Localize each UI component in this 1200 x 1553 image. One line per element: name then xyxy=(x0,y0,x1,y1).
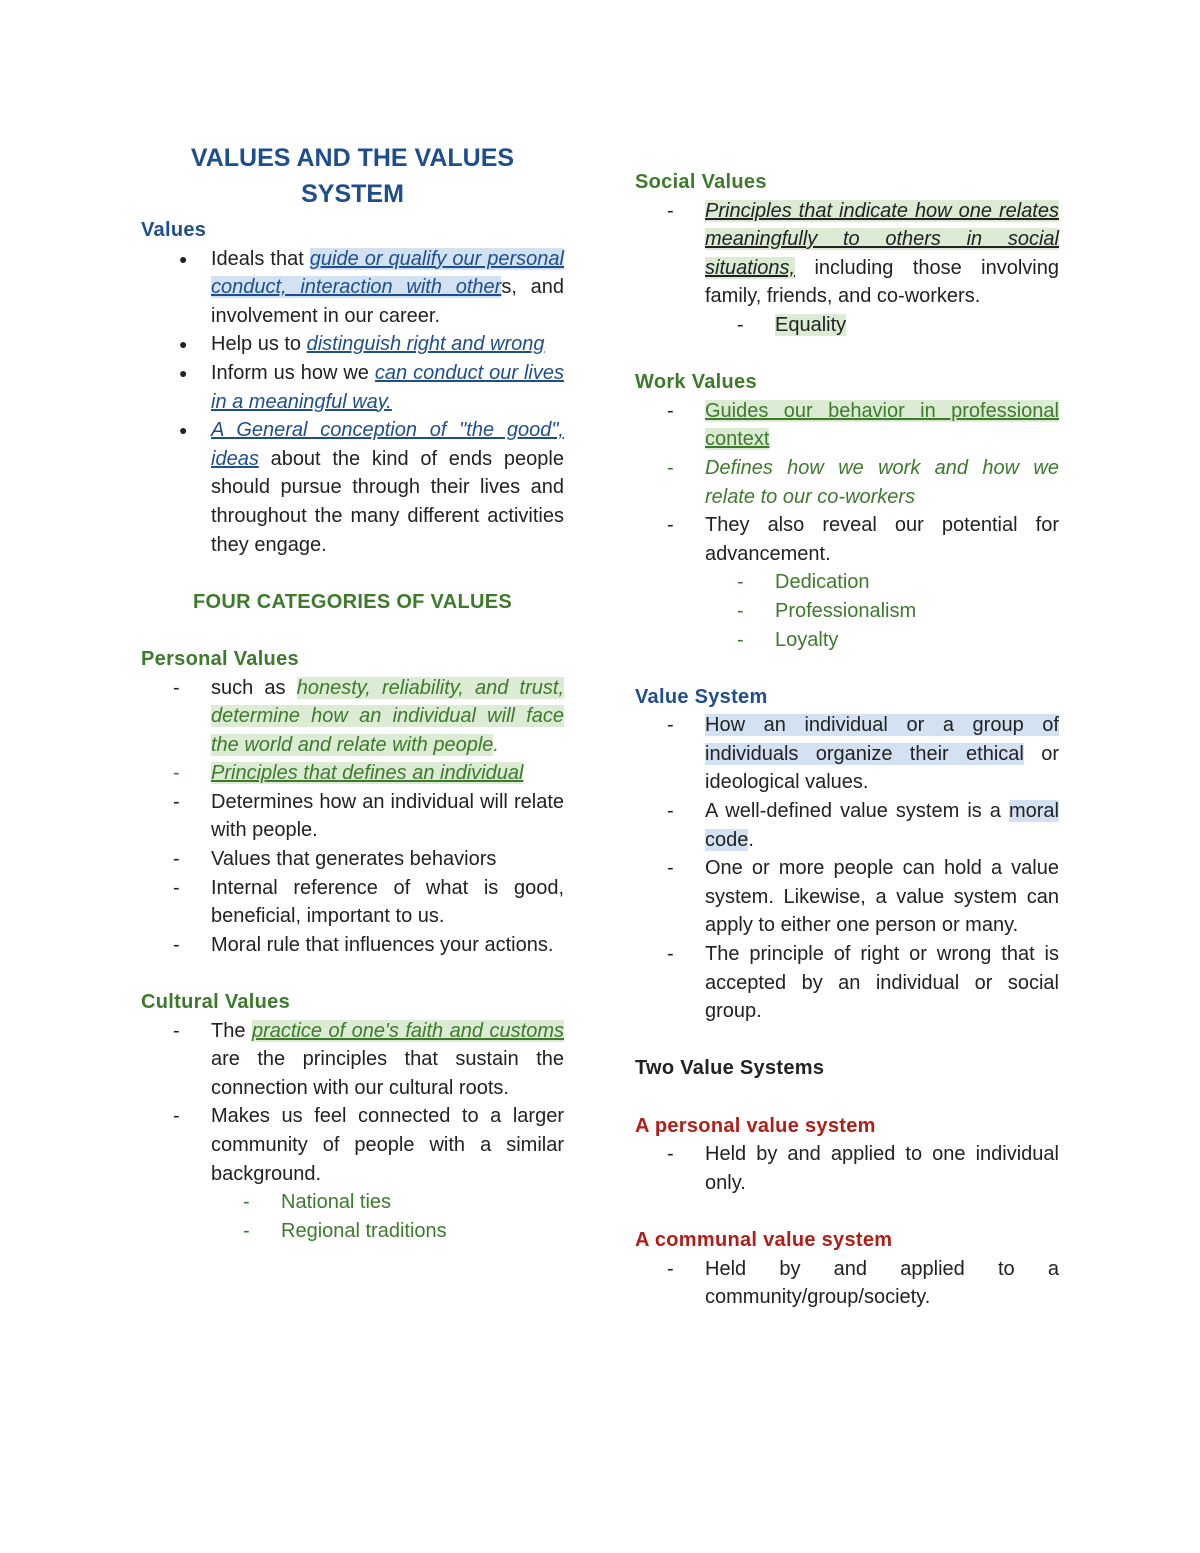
work-values-list xyxy=(635,397,1059,654)
dash-icon: - xyxy=(173,1019,180,1042)
highlight: Principles that defines an individual xyxy=(211,762,524,785)
list-item: - Principles that indicate how one relates meaningfully to others in social situations, including those involving family, friends, and co-workers. xyxy=(635,197,1059,311)
list-item: - Defines how we work and how we relate to our co-workers xyxy=(635,454,1059,511)
list-item: - Moral rule that influences your actions. xyxy=(141,931,564,960)
dash-icon: - xyxy=(737,313,744,336)
list-item: - Held by and applied to one individual only. xyxy=(635,1140,1059,1197)
list-item: - such as honesty, reliability, and trust, determine how an individual will face the world and relate with people. xyxy=(141,674,564,760)
dash-icon: - xyxy=(737,628,744,651)
bullet-icon: ● xyxy=(179,250,188,267)
dash-icon: - xyxy=(737,599,744,622)
value-system-list xyxy=(635,711,1059,1026)
list-item: - The practice of one's faith and customs are the principles that sustain the connection with our cultural roots. xyxy=(141,1017,564,1103)
dash-icon: - xyxy=(667,857,674,880)
list-item: - Internal reference of what is good, beneficial, important to us. xyxy=(141,874,564,931)
dash-icon: - xyxy=(173,676,180,699)
right-column xyxy=(635,168,1059,1312)
values-heading: Values xyxy=(141,219,207,241)
list-item: - National ties xyxy=(141,1188,564,1217)
list-item: - One or more people can hold a value system. Likewise, a value system can apply to either one person or many. xyxy=(635,854,1059,940)
dash-icon: - xyxy=(667,800,674,823)
dash-icon: - xyxy=(667,1257,674,1280)
highlight: Equality xyxy=(775,313,847,336)
list-item: ● A General conception of "the good", ideas about the kind of ends people should pursue through their lives and throughout the many different activities they engage. xyxy=(141,416,564,559)
list-item: - A well-defined value system is a moral code. xyxy=(635,797,1059,854)
dash-icon: - xyxy=(667,456,674,479)
list-item: - Professionalism xyxy=(635,597,1059,626)
dash-icon: - xyxy=(667,514,674,537)
dash-icon: - xyxy=(737,571,744,594)
highlight: moral code xyxy=(705,800,1059,851)
communal-value-system-list xyxy=(635,1255,1059,1312)
list-item xyxy=(635,311,1059,340)
list-item: - Dedication xyxy=(635,568,1059,597)
personal-values-heading: Personal Values xyxy=(141,647,299,670)
left-column xyxy=(141,140,564,1245)
work-values-heading: Work Values xyxy=(635,371,757,394)
cultural-values-list xyxy=(141,1017,564,1246)
highlight: practice of one's faith and customs xyxy=(251,1019,564,1042)
value-system-heading: Value System xyxy=(635,685,768,708)
list-item: ● Inform us how we can conduct our lives in a meaningful way. xyxy=(141,359,564,416)
dash-icon: - xyxy=(173,1105,180,1128)
dash-icon: - xyxy=(173,933,180,956)
dash-icon: - xyxy=(173,876,180,899)
bullet-icon: ● xyxy=(179,364,188,381)
dash-icon: - xyxy=(243,1219,250,1242)
social-values-heading: Social Values xyxy=(635,171,767,193)
highlight: Principles that indicate how one relates meaningfully to others in social situations, xyxy=(705,199,1059,279)
list-item: ● Help us to distinguish right and wrong xyxy=(141,330,564,359)
list-item: - The principle of right or wrong that is accepted by an individual or social group. xyxy=(635,940,1059,1026)
dash-icon: - xyxy=(667,943,674,966)
social-values-list xyxy=(635,197,1059,340)
dash-icon: - xyxy=(243,1191,250,1214)
bullet-icon: ● xyxy=(179,422,188,439)
list-item: - How an individual or a group of individuals organize their ethical or ideological values. xyxy=(635,711,1059,797)
list-item: - Loyalty xyxy=(635,626,1059,655)
highlight: honesty, reliability, and trust, determine how an individual will face the world and relate with people xyxy=(211,676,565,756)
list-item: - They also reveal our potential for advancement. xyxy=(635,511,1059,568)
dash-icon: - xyxy=(173,790,180,813)
two-value-systems-heading: Two Value Systems xyxy=(635,1057,825,1080)
dash-icon: - xyxy=(667,714,674,737)
values-list xyxy=(141,245,564,560)
list-item xyxy=(635,397,1059,454)
bullet-icon: ● xyxy=(179,336,188,353)
list-item: ● Ideals that guide or qualify our personal conduct, interaction with others, and involvement in our career. xyxy=(141,245,564,331)
page-title: VALUES AND THE VALUES SYSTEM xyxy=(190,144,515,208)
dash-icon: - xyxy=(173,762,180,785)
personal-value-system-heading: A personal value system xyxy=(635,1114,876,1137)
communal-value-system-heading: A communal value system xyxy=(635,1228,893,1251)
dash-icon: - xyxy=(173,848,180,871)
list-item: - Makes us feel connected to a larger community of people with a similar background. xyxy=(141,1102,564,1188)
list-item: - Determines how an individual will relate with people. xyxy=(141,788,564,845)
dash-icon: - xyxy=(667,399,674,422)
highlight: How an individual or a group of individuals organize their ethical xyxy=(705,714,1059,765)
list-item: - Held by and applied to a community/group/society. xyxy=(635,1255,1059,1312)
four-categories-heading: FOUR CATEGORIES OF VALUES xyxy=(193,590,512,613)
cultural-values-heading: Cultural Values xyxy=(141,991,290,1014)
highlight: Guides our behavior in professional context xyxy=(705,399,1059,451)
dash-icon: - xyxy=(667,199,674,222)
personal-values-list xyxy=(141,674,564,960)
list-item xyxy=(141,759,564,788)
list-item: - Regional traditions xyxy=(141,1217,564,1246)
personal-value-system-list xyxy=(635,1140,1059,1197)
list-item: - Values that generates behaviors xyxy=(141,845,564,874)
highlight: guide or qualify our personal conduct, interaction with other xyxy=(211,247,564,299)
dash-icon: - xyxy=(667,1143,674,1166)
